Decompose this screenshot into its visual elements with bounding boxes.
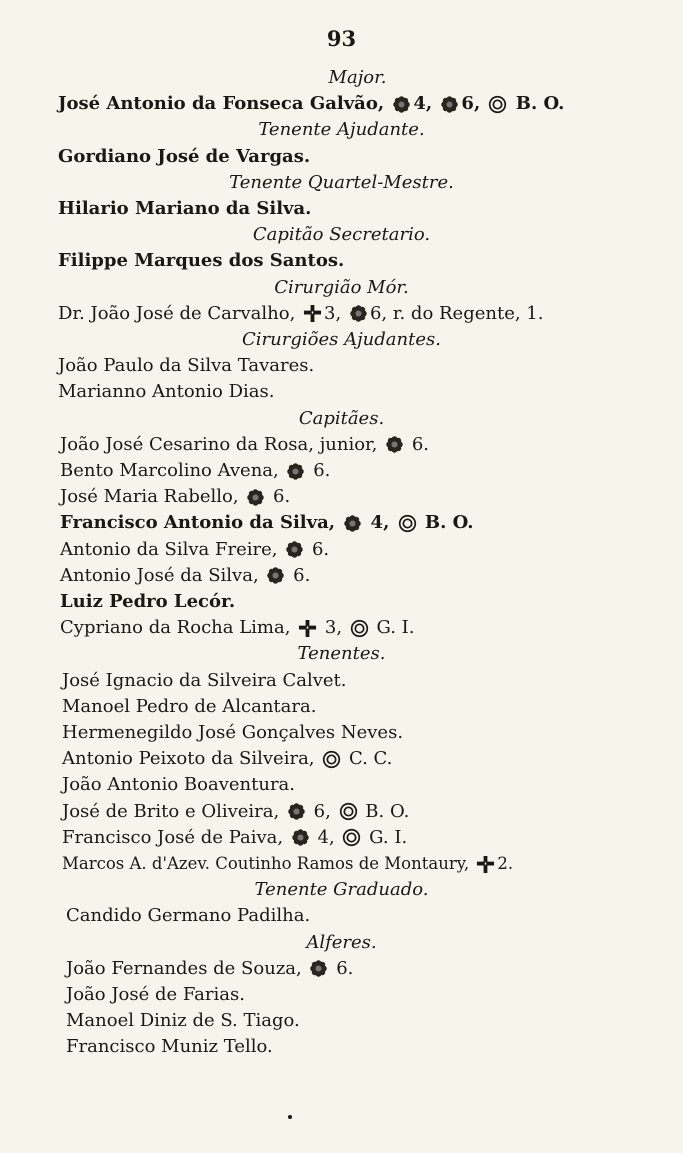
roster-entry (0, 720, 683, 746)
roster-entry (0, 851, 683, 877)
entry-note: 2. (497, 854, 514, 873)
rosette-icon (266, 566, 285, 585)
entry-name: Marianno Antonio Dias. (58, 381, 275, 403)
entry-name: Hilario Mariano da Silva. (58, 198, 312, 219)
section-heading: Major. (328, 67, 387, 88)
section-heading: Alferes. (306, 931, 377, 953)
entry-name: Francisco Muniz Tello. (66, 1036, 273, 1058)
order-circle-icon (339, 802, 358, 821)
roster-entry (0, 563, 683, 589)
rosette-icon (343, 514, 362, 533)
roster-entry (0, 825, 683, 851)
entry-note: 6. (267, 486, 291, 508)
entry-name: José Antonio da Fonseca Galvão, (58, 93, 391, 115)
entry-name: Antonio José da Silva, (60, 564, 265, 586)
entry-name: João Paulo da Silva Tavares. (58, 355, 315, 377)
roster-entry (0, 772, 683, 798)
entry-note: 3, (324, 302, 347, 324)
roster-entry (0, 982, 683, 1008)
cross-icon (476, 855, 495, 874)
entry-name: José de Brito e Oliveira, (62, 800, 285, 822)
roster-entry (0, 746, 683, 772)
entry-name: Antonio da Silva Freire, (60, 538, 284, 560)
entry-note: 4, (364, 512, 396, 534)
section-heading: Tenente Ajudante. (258, 119, 425, 141)
roster-entry (0, 432, 683, 458)
roster-entry (0, 144, 683, 170)
cross-icon (303, 304, 322, 323)
entry-note: 6. (287, 564, 311, 586)
entry-name: Luiz Pedro Lecór. (60, 591, 236, 612)
entry-note: 6, (307, 800, 337, 822)
rosette-icon (285, 540, 304, 559)
entry-name: João José de Farias. (66, 984, 245, 1005)
entry-note: B. O. (359, 800, 410, 822)
ink-speck (288, 1115, 292, 1119)
entry-note: 6, (461, 93, 487, 115)
roster-entry (0, 537, 683, 563)
entry-name: Filippe Marques dos Santos. (58, 250, 345, 272)
roster-entry (0, 615, 683, 641)
order-circle-icon (322, 750, 341, 769)
roster-entry (0, 903, 683, 929)
page-number: 93 (326, 26, 357, 51)
roster-entry (0, 458, 683, 484)
roster-entry (0, 1034, 683, 1060)
section-heading: Tenente Graduado. (254, 879, 429, 901)
entry-note: 6. (307, 460, 331, 481)
rosette-icon (349, 304, 368, 323)
roster-entry (0, 956, 683, 982)
entry-name: Marcos A. d'Azev. Coutinho Ramos de Montaury, (62, 854, 475, 873)
cross-icon (298, 619, 317, 638)
rosette-icon (246, 488, 265, 507)
section-heading: Tenentes. (297, 643, 386, 665)
entry-note: 4, (311, 826, 341, 848)
entry-note: 6. (330, 957, 354, 979)
roster-entry (0, 799, 683, 825)
order-circle-icon (488, 95, 507, 114)
entry-name: Francisco José de Paiva, (62, 826, 289, 848)
roster-entry (0, 694, 683, 720)
entry-name: Gordiano José de Vargas. (58, 145, 311, 167)
roster-entry (0, 1008, 683, 1034)
entry-name: Candido Germano Padilha. (66, 905, 311, 927)
entry-name: Francisco Antonio da Silva, (60, 512, 342, 534)
roster-entry (0, 668, 683, 694)
entry-name: Cypriano da Rocha Lima, (60, 617, 297, 639)
roster-entry (0, 379, 683, 405)
entry-name: João Antonio Boaventura. (62, 774, 296, 796)
entry-note: 3, (319, 617, 348, 639)
entry-note: 6. (306, 538, 330, 560)
entry-name: Dr. João José de Carvalho, (58, 302, 302, 324)
entry-note: C. C. (343, 748, 393, 770)
entry-note: G. I. (370, 617, 415, 639)
order-circle-icon (398, 514, 417, 533)
entry-name: João José Cesarino da Rosa, junior, (60, 433, 384, 455)
order-circle-icon (342, 828, 361, 847)
entry-name: Bento Marcolino Avena, (60, 460, 285, 481)
order-circle-icon (350, 619, 369, 638)
section-heading: Cirurgiões Ajudantes. (242, 329, 441, 350)
rosette-icon (385, 435, 404, 454)
roster-entry (0, 353, 683, 379)
entry-name: Hermenegildo José Gonçalves Neves. (62, 722, 404, 743)
entry-note: 6. (406, 433, 430, 455)
section-heading: Capitães. (298, 407, 385, 429)
entry-note: 4, (413, 93, 439, 115)
entry-note: G. I. (363, 826, 408, 848)
roster-entry (0, 589, 683, 615)
rosette-icon (392, 95, 411, 114)
entry-name: José Maria Rabello, (60, 486, 245, 508)
entry-name: José Ignacio da Silveira Calvet. (62, 669, 347, 691)
roster-entry (0, 196, 683, 222)
entry-name: Manoel Diniz de S. Tiago. (66, 1010, 300, 1032)
entry-name: Manoel Pedro de Alcantara. (62, 695, 317, 717)
roster-entry (0, 484, 683, 510)
roster-entry (0, 248, 683, 274)
rosette-icon (440, 95, 459, 114)
rosette-icon (291, 828, 310, 847)
entry-note: B. O. (509, 93, 565, 115)
entry-name: João Fernandes de Souza, (66, 957, 308, 979)
roster-entry (0, 510, 683, 536)
entry-name: Antonio Peixoto da Silveira, (62, 748, 321, 770)
section-heading: Cirurgião Mór. (274, 276, 409, 298)
entry-note: 6, r. do Regente, 1. (369, 302, 544, 324)
rosette-icon (287, 802, 306, 821)
section-heading: Tenente Quartel-Mestre. (229, 171, 454, 193)
rosette-icon (309, 959, 328, 978)
entry-note: B. O. (418, 512, 474, 534)
section-heading: Capitão Secretario. (252, 224, 431, 246)
roster-entry (0, 91, 683, 117)
roster-entry (0, 301, 683, 327)
rosette-icon (286, 462, 305, 481)
